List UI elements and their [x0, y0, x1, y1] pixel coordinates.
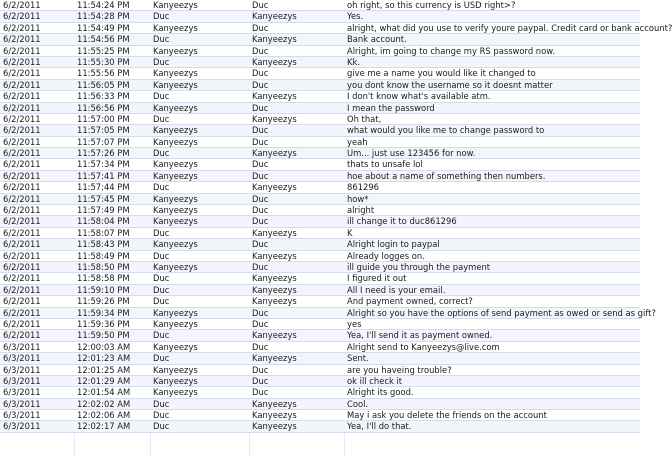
time-cell: 11:57:45 PM — [77, 193, 130, 204]
recipient-cell: Kanyeezys — [252, 398, 297, 409]
table-row[interactable] — [0, 68, 640, 79]
date-cell: 6/2/2011 — [3, 182, 41, 193]
date-cell: 6/2/2011 — [3, 170, 41, 181]
sender-cell: Duc — [153, 410, 170, 421]
message-cell: how* — [347, 193, 369, 204]
table-row[interactable] — [0, 125, 640, 136]
table-row[interactable] — [0, 0, 640, 11]
table-row[interactable] — [0, 319, 640, 330]
time-cell: 11:57:49 PM — [77, 205, 130, 216]
message-cell: Alright send to Kanyeezys@live.com — [347, 341, 500, 352]
recipient-cell: Duc — [252, 205, 269, 216]
date-cell: 6/3/2011 — [3, 341, 41, 352]
sender-cell: Duc — [153, 56, 170, 67]
date-cell: 6/3/2011 — [3, 421, 41, 432]
recipient-cell: Duc — [252, 170, 269, 181]
recipient-cell: Duc — [252, 68, 269, 79]
sender-cell: Duc — [153, 11, 170, 22]
recipient-cell: Kanyeezys — [252, 56, 297, 67]
message-cell: I mean the password — [347, 102, 435, 113]
time-cell: 11:56:33 PM — [77, 91, 130, 102]
sender-cell: Kanyeezys — [153, 68, 198, 79]
time-cell: 12:01:54 AM — [77, 387, 131, 398]
message-cell: May i ask you delete the friends on the account — [347, 410, 547, 421]
time-cell: 11:56:05 PM — [77, 79, 130, 90]
table-row[interactable] — [0, 216, 640, 227]
time-cell: 11:58:49 PM — [77, 250, 130, 261]
sender-cell: Duc — [153, 421, 170, 432]
recipient-cell: Duc — [252, 375, 269, 386]
sender-cell: Kanyeezys — [153, 102, 198, 113]
message-cell: And payment owned, correct? — [347, 296, 473, 307]
recipient-cell: Kanyeezys — [252, 296, 297, 307]
date-cell: 6/2/2011 — [3, 148, 41, 159]
message-cell: Alright login to paypal — [347, 239, 440, 250]
message-cell: oh right, so this currency is USD right>? — [347, 0, 516, 10]
table-row[interactable] — [0, 251, 640, 262]
sender-cell: Duc — [153, 227, 170, 238]
message-cell: Oh that, — [347, 113, 382, 124]
sender-cell: Kanyeezys — [153, 159, 198, 170]
message-cell: alright — [347, 205, 375, 216]
time-cell: 11:55:56 PM — [77, 68, 130, 79]
date-cell: 6/2/2011 — [3, 113, 41, 124]
recipient-cell: Kanyeezys — [252, 227, 297, 238]
recipient-cell: Kanyeezys — [252, 148, 297, 159]
sender-cell: Kanyeezys — [153, 239, 198, 250]
time-cell: 11:59:36 PM — [77, 318, 130, 329]
time-cell: 12:02:06 AM — [77, 410, 131, 421]
table-row[interactable] — [0, 114, 640, 125]
time-cell: 11:56:56 PM — [77, 102, 130, 113]
recipient-cell: Duc — [252, 364, 269, 375]
sender-cell: Kanyeezys — [153, 341, 198, 352]
message-cell: Already logges on. — [347, 250, 425, 261]
recipient-cell: Kanyeezys — [252, 353, 297, 364]
date-cell: 6/2/2011 — [3, 330, 41, 341]
date-cell: 6/2/2011 — [3, 296, 41, 307]
table-row[interactable] — [0, 22, 672, 34]
sender-cell: Duc — [153, 330, 170, 341]
message-cell: give me a name you would like it changed to — [347, 68, 536, 79]
date-cell: 6/2/2011 — [3, 0, 41, 10]
table-row[interactable] — [0, 11, 640, 22]
table-row[interactable] — [0, 330, 640, 341]
table-row[interactable] — [0, 46, 640, 57]
sender-cell: Duc — [153, 91, 170, 102]
table-row[interactable] — [0, 103, 640, 114]
message-cell: All I need is your email. — [347, 284, 446, 295]
table-row[interactable] — [0, 182, 640, 193]
sender-cell: Kanyeezys — [153, 216, 198, 227]
message-cell: Yea, I'll do that. — [347, 421, 412, 432]
time-cell: 11:59:26 PM — [77, 296, 130, 307]
table-row[interactable] — [0, 80, 640, 91]
date-cell: 6/2/2011 — [3, 56, 41, 67]
message-cell: Cool. — [347, 398, 369, 409]
recipient-cell: Kanyeezys — [252, 113, 297, 124]
sender-cell: Duc — [153, 353, 170, 364]
date-cell: 6/2/2011 — [3, 193, 41, 204]
table-row[interactable] — [0, 273, 640, 284]
date-cell: 6/2/2011 — [3, 34, 41, 45]
recipient-cell: Duc — [252, 136, 269, 147]
time-cell: 11:58:43 PM — [77, 239, 130, 250]
sender-cell: Duc — [153, 113, 170, 124]
recipient-cell: Duc — [252, 159, 269, 170]
time-cell: 11:55:25 PM — [77, 45, 130, 56]
recipient-cell: Duc — [252, 341, 269, 352]
recipient-cell: Kanyeezys — [252, 91, 297, 102]
sender-cell: Kanyeezys — [153, 22, 198, 33]
date-cell: 6/3/2011 — [3, 353, 41, 364]
sender-cell: Kanyeezys — [153, 79, 198, 90]
table-row[interactable] — [0, 365, 640, 376]
date-cell: 6/3/2011 — [3, 387, 41, 398]
table-row[interactable] — [0, 353, 640, 364]
sender-cell: Kanyeezys — [153, 170, 198, 181]
message-cell: I don't know what's available atm. — [347, 91, 491, 102]
message-cell: hoe about a name of something then numbers. — [347, 170, 546, 181]
message-cell: I figured it out — [347, 273, 407, 284]
message-cell: Kk. — [347, 56, 361, 67]
time-cell: 11:57:41 PM — [77, 170, 130, 181]
recipient-cell: Kanyeezys — [252, 273, 297, 284]
table-row[interactable] — [0, 421, 640, 432]
recipient-cell: Kanyeezys — [252, 11, 297, 22]
sender-cell: Kanyeezys — [153, 205, 198, 216]
table-row[interactable] — [0, 171, 640, 182]
recipient-cell: Duc — [252, 125, 269, 136]
table-row[interactable] — [0, 159, 640, 170]
message-cell: Yes. — [347, 11, 364, 22]
sender-cell: Kanyeezys — [153, 307, 198, 318]
sender-cell: Kanyeezys — [153, 136, 198, 147]
time-cell: 11:54:28 PM — [77, 11, 130, 22]
date-cell: 6/2/2011 — [3, 68, 41, 79]
time-cell: 11:54:24 PM — [77, 0, 130, 10]
recipient-cell: Duc — [252, 102, 269, 113]
date-cell: 6/2/2011 — [3, 273, 41, 284]
sender-cell: Kanyeezys — [153, 364, 198, 375]
table-row[interactable] — [0, 399, 640, 410]
time-cell: 11:59:34 PM — [77, 307, 130, 318]
recipient-cell: Kanyeezys — [252, 421, 297, 432]
date-cell: 6/2/2011 — [3, 216, 41, 227]
message-cell: Um... just use 123456 for now. — [347, 148, 476, 159]
table-row[interactable] — [0, 148, 640, 159]
recipient-cell: Duc — [252, 239, 269, 250]
time-cell: 12:00:03 AM — [77, 341, 131, 352]
recipient-cell: Duc — [252, 318, 269, 329]
date-cell: 6/2/2011 — [3, 250, 41, 261]
date-cell: 6/2/2011 — [3, 284, 41, 295]
message-cell: what would you like me to change password to — [347, 125, 545, 136]
time-cell: 11:58:58 PM — [77, 273, 130, 284]
time-cell: 11:54:56 PM — [77, 34, 130, 45]
table-row[interactable] — [0, 57, 640, 68]
table-row[interactable] — [0, 205, 640, 216]
message-cell: 861296 — [347, 182, 379, 193]
date-cell: 6/2/2011 — [3, 261, 41, 272]
message-cell: ok ill check it — [347, 375, 403, 386]
table-row[interactable] — [0, 376, 640, 387]
date-cell: 6/2/2011 — [3, 11, 41, 22]
time-cell: 11:58:07 PM — [77, 227, 130, 238]
message-cell: you dont know the username so it doesnt matter — [347, 79, 553, 90]
time-cell: 11:58:50 PM — [77, 261, 130, 272]
recipient-cell: Kanyeezys — [252, 250, 297, 261]
time-cell: 11:57:07 PM — [77, 136, 130, 147]
sender-cell: Kanyeezys — [153, 193, 198, 204]
sender-cell: Kanyeezys — [153, 0, 198, 10]
sender-cell: Kanyeezys — [153, 45, 198, 56]
recipient-cell: Duc — [252, 0, 269, 10]
message-cell: K — [347, 227, 353, 238]
sender-cell: Duc — [153, 284, 170, 295]
date-cell: 6/2/2011 — [3, 45, 41, 56]
date-cell: 6/2/2011 — [3, 227, 41, 238]
message-cell: Sent. — [347, 353, 369, 364]
message-cell: ill guide you through the payment — [347, 261, 491, 272]
sender-cell: Duc — [153, 250, 170, 261]
date-cell: 6/2/2011 — [3, 205, 41, 216]
table-row[interactable] — [0, 410, 640, 421]
message-cell: thats to unsafe lol — [347, 159, 423, 170]
recipient-cell: Kanyeezys — [252, 34, 297, 45]
recipient-cell: Duc — [252, 261, 269, 272]
time-cell: 11:55:30 PM — [77, 56, 130, 67]
date-cell: 6/3/2011 — [3, 410, 41, 421]
table-row[interactable] — [0, 387, 640, 398]
time-cell: 11:57:26 PM — [77, 148, 130, 159]
recipient-cell: Duc — [252, 193, 269, 204]
table-row[interactable] — [0, 296, 640, 307]
message-cell: ill change it to duc861296 — [347, 216, 457, 227]
recipient-cell: Kanyeezys — [252, 410, 297, 421]
time-cell: 12:01:23 AM — [77, 353, 131, 364]
date-cell: 6/2/2011 — [3, 22, 41, 33]
date-cell: 6/2/2011 — [3, 318, 41, 329]
message-cell: yeah — [347, 136, 368, 147]
recipient-cell: Duc — [252, 79, 269, 90]
message-cell: Alright so you have the options of send payment as owed or send as gift? — [347, 307, 656, 318]
table-row[interactable] — [0, 137, 640, 148]
recipient-cell: Duc — [252, 387, 269, 398]
recipient-cell: Kanyeezys — [252, 182, 297, 193]
time-cell: 11:57:34 PM — [77, 159, 130, 170]
sender-cell: Duc — [153, 398, 170, 409]
message-cell: alright, what did you use to verify youre paypal. Credit card or bank account? — [347, 22, 672, 33]
recipient-cell: Kanyeezys — [252, 284, 297, 295]
time-cell: 12:02:17 AM — [77, 421, 131, 432]
sender-cell: Kanyeezys — [153, 375, 198, 386]
sender-cell: Duc — [153, 182, 170, 193]
table-row[interactable] — [0, 194, 640, 205]
table-row[interactable] — [0, 262, 640, 273]
table-row[interactable] — [0, 239, 640, 250]
time-cell: 11:54:49 PM — [77, 22, 130, 33]
time-cell: 12:01:29 AM — [77, 375, 131, 386]
sender-cell: Kanyeezys — [153, 261, 198, 272]
recipient-cell: Duc — [252, 307, 269, 318]
table-row[interactable] — [0, 34, 640, 45]
sender-cell: Kanyeezys — [153, 387, 198, 398]
time-cell: 12:01:25 AM — [77, 364, 131, 375]
time-cell: 11:59:10 PM — [77, 284, 130, 295]
sender-cell: Duc — [153, 296, 170, 307]
sender-cell: Kanyeezys — [153, 318, 198, 329]
table-row[interactable] — [0, 342, 640, 353]
table-row[interactable] — [0, 307, 656, 319]
message-cell: yes — [347, 318, 362, 329]
date-cell: 6/3/2011 — [3, 364, 41, 375]
date-cell: 6/2/2011 — [3, 159, 41, 170]
date-cell: 6/2/2011 — [3, 102, 41, 113]
time-cell: 11:58:04 PM — [77, 216, 130, 227]
message-cell: Alright, im going to change my RS password now. — [347, 45, 555, 56]
date-cell: 6/2/2011 — [3, 79, 41, 90]
table-row[interactable] — [0, 228, 640, 239]
time-cell: 11:59:50 PM — [77, 330, 130, 341]
message-cell: Alright its good. — [347, 387, 414, 398]
date-cell: 6/3/2011 — [3, 398, 41, 409]
date-cell: 6/2/2011 — [3, 125, 41, 136]
date-cell: 6/3/2011 — [3, 375, 41, 386]
time-cell: 11:57:05 PM — [77, 125, 130, 136]
recipient-cell: Duc — [252, 22, 269, 33]
date-cell: 6/2/2011 — [3, 307, 41, 318]
recipient-cell: Kanyeezys — [252, 330, 297, 341]
message-cell: Yea, I'll send it as payment owned. — [347, 330, 493, 341]
sender-cell: Duc — [153, 34, 170, 45]
recipient-cell: Duc — [252, 45, 269, 56]
sender-cell: Duc — [153, 148, 170, 159]
date-cell: 6/2/2011 — [3, 239, 41, 250]
message-cell: are you haveing trouble? — [347, 364, 452, 375]
table-row[interactable] — [0, 91, 640, 102]
time-cell: 12:02:02 AM — [77, 398, 131, 409]
sender-cell: Duc — [153, 273, 170, 284]
date-cell: 6/2/2011 — [3, 136, 41, 147]
message-cell: Bank account. — [347, 34, 407, 45]
time-cell: 11:57:00 PM — [77, 113, 130, 124]
time-cell: 11:57:44 PM — [77, 182, 130, 193]
table-row[interactable] — [0, 285, 640, 296]
sender-cell: Kanyeezys — [153, 125, 198, 136]
recipient-cell: Duc — [252, 216, 269, 227]
date-cell: 6/2/2011 — [3, 91, 41, 102]
